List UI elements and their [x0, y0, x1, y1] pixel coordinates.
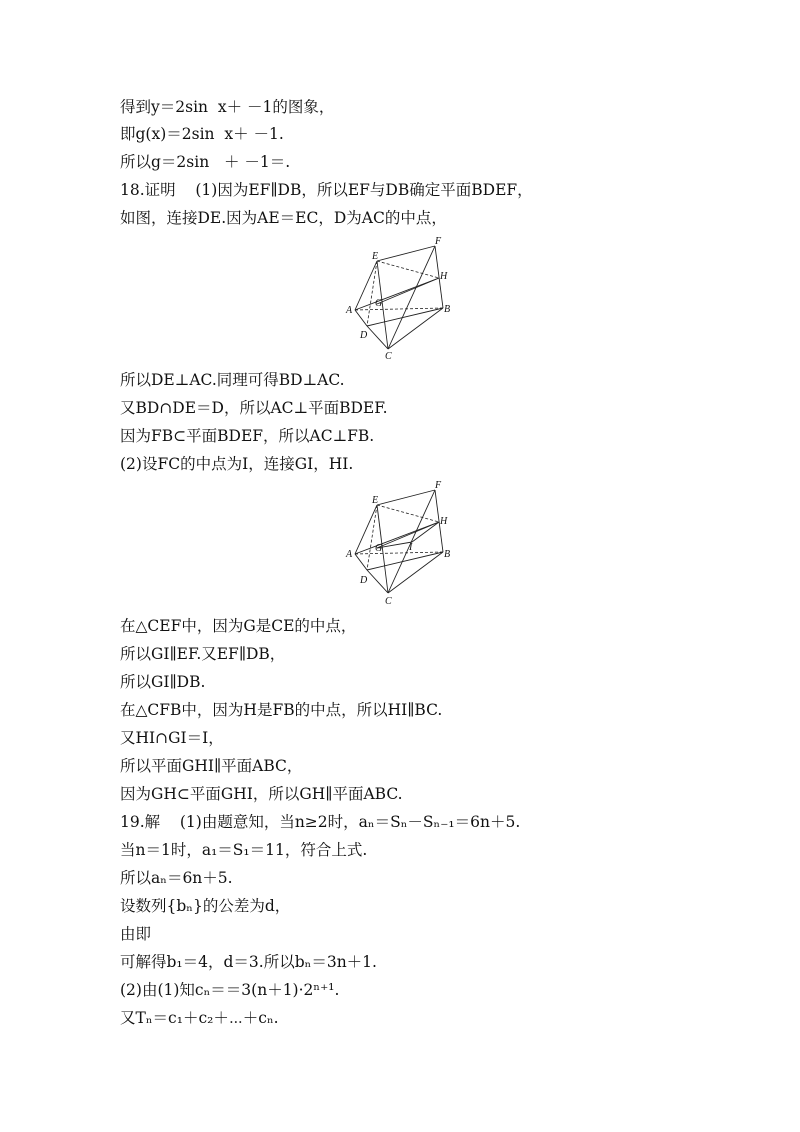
label-H: H	[440, 516, 448, 527]
text-line-10: 在△CEF中，因为G是CE的中点，	[120, 617, 357, 635]
text-line-6: 所以DE⊥AC.同理可得BD⊥AC.	[120, 371, 345, 389]
label-D: D	[360, 330, 368, 341]
label-G: G	[375, 298, 383, 309]
text-line-5: 如图，连接DE.因为AE＝EC，D为AC的中点，	[120, 209, 447, 227]
text-line-7: 又BD∩DE＝D，所以AC⊥平面BDEF.	[120, 399, 388, 417]
text-line-14: 又HI∩GI＝I，	[120, 729, 224, 747]
text-line-21: 由即	[120, 925, 152, 943]
text-line-15: 所以平面GHI∥平面ABC，	[120, 757, 303, 775]
label-I: I	[409, 542, 413, 553]
label-E: E	[372, 495, 379, 506]
label-C: C	[385, 351, 392, 362]
text-line-11: 所以GI∥EF.又EF∥DB，	[120, 645, 286, 663]
label-A: A	[346, 549, 353, 560]
geometry-figure-1	[340, 234, 460, 362]
label-C: C	[385, 596, 392, 607]
label-H: H	[440, 271, 448, 282]
text-line-1: 得到y＝2sin x＋ －1的图象，	[120, 98, 335, 116]
label-B: B	[444, 549, 451, 560]
label-A: A	[346, 305, 353, 316]
text-line-17: 19.解 (1)由题意知，当n≥2时，aₙ＝Sₙ－Sₙ₋₁＝6n＋5.	[120, 813, 521, 831]
label-F: F	[435, 236, 442, 247]
geometry-figure-2	[340, 478, 460, 608]
label-F: F	[435, 480, 442, 491]
label-E: E	[372, 251, 379, 262]
text-line-24: 又Tₙ＝c₁＋c₂＋⋯＋cₙ.	[120, 1009, 279, 1027]
label-B: B	[444, 304, 451, 315]
label-D: D	[360, 575, 368, 586]
text-line-9: (2)设FC的中点为I，连接GI，HI.	[120, 455, 354, 473]
text-line-3: 所以g＝2sin ＋ －1＝.	[120, 153, 291, 171]
text-line-18: 当n＝1时，a₁＝S₁＝11，符合上式.	[120, 841, 368, 859]
text-line-8: 因为FB⊂平面BDEF，所以AC⊥FB.	[120, 427, 375, 445]
text-line-23: (2)由(1)知cₙ＝＝3(n＋1)·2ⁿ⁺¹.	[120, 981, 340, 999]
text-line-12: 所以GI∥DB.	[120, 673, 206, 691]
text-line-22: 可解得b₁＝4，d＝3.所以bₙ＝3n＋1.	[120, 953, 377, 971]
label-G: G	[375, 543, 383, 554]
text-line-13: 在△CFB中，因为H是FB的中点，所以HI∥BC.	[120, 701, 443, 719]
text-line-16: 因为GH⊂平面GHI，所以GH∥平面ABC.	[120, 785, 403, 803]
text-line-2: 即g(x)＝2sin x＋ －1.	[120, 125, 284, 143]
text-line-4: 18.证明 (1)因为EF∥DB，所以EF与DB确定平面BDEF，	[120, 181, 533, 199]
text-line-20: 设数列{bₙ}的公差为d，	[120, 897, 291, 915]
text-line-19: 所以aₙ＝6n＋5.	[120, 869, 233, 887]
